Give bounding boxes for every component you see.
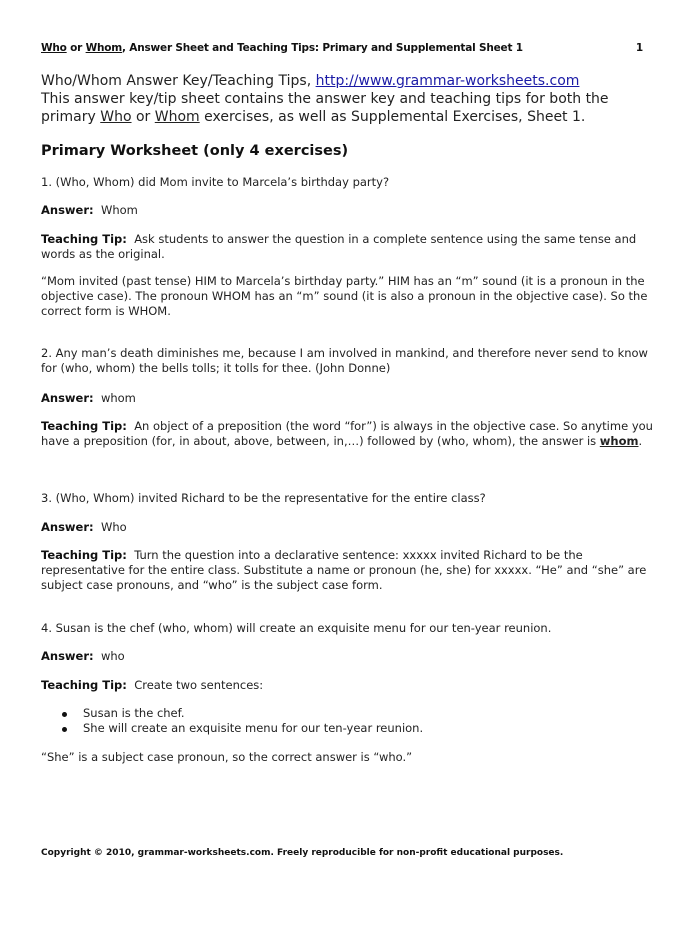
q4-conclusion: “She” is a subject case pronoun, so the correct answer is “who.”: [41, 750, 413, 764]
q3-answer-value: Who: [100, 520, 127, 534]
header-title: [41, 42, 523, 54]
q2-question: 2. Any man’s death diminishes me, because I am involved in mankind, and therefore never send to know for (who, whom) the bells tolls; it tolls for thee. (John Donne): [41, 346, 648, 375]
q3-question: 3. (Who, Whom) invited Richard to be the representative for the entire class?: [41, 491, 486, 505]
intro-who: Who: [100, 109, 132, 125]
q1-answer: [41, 203, 661, 218]
q4-bullets: [41, 706, 661, 736]
q3-tip-text: Turn the question into a declarative sentence: xxxxx invited Richard to be the representative for the entire class. Substitute a name or pronoun (he, she) for xxxxx. “He” and “she” are subject case pronouns, and “who” is the subject case form.: [41, 548, 647, 592]
q4-question: 4. Susan is the chef (who, whom) will create an exquisite menu for our ten-year reunion.: [41, 621, 552, 635]
intro-prefix: Who/Whom Answer Key/Teaching Tips,: [41, 73, 316, 89]
q1-tip: [41, 232, 661, 262]
intro-line-3: [41, 108, 641, 126]
bullet-text: Susan is the chef.: [83, 706, 185, 720]
q4-tip: [41, 678, 661, 693]
bullet-icon: [62, 712, 67, 717]
answer-label: Answer:: [41, 203, 94, 217]
running-header: [41, 42, 643, 54]
list-item: [41, 721, 661, 736]
header-who: Who: [41, 42, 67, 54]
worksheets-link[interactable]: http://www.grammar-worksheets.com: [315, 73, 580, 89]
copyright-footer: Copyright © 2010, grammar-worksheets.com. Freely reproducible for non-profit educational purposes.: [41, 848, 564, 858]
q2-tip-answer: whom: [599, 434, 639, 448]
section-title: Primary Worksheet (only 4 exercises): [41, 143, 349, 159]
intro-rest: exercises, as well as Supplemental Exercises, Sheet 1.: [199, 109, 586, 125]
intro-or: or: [131, 109, 155, 125]
header-rest: , Answer Sheet and Teaching Tips: Primary and Supplemental Sheet 1: [122, 42, 523, 54]
header-whom: Whom: [85, 42, 123, 54]
answer-label: Answer:: [41, 391, 94, 405]
q4-answer: [41, 649, 661, 664]
tip-label: Teaching Tip:: [41, 548, 127, 562]
header-or: or: [70, 42, 83, 54]
q3-answer: [41, 520, 661, 535]
q2-answer: [41, 391, 661, 406]
intro-text: primary: [41, 109, 101, 125]
q2-tip: [41, 419, 661, 449]
q2-tip-end: .: [638, 434, 643, 448]
q1-question: 1. (Who, Whom) did Mom invite to Marcela’s birthday party?: [41, 175, 390, 189]
q1-tip-text: Ask students to answer the question in a complete sentence using the same tense and words as the original.: [41, 232, 637, 261]
q2-tip-text: An object of a preposition (the word “for”) is always in the objective case. So anytime you have a preposition (for, in about, above, between, in,…) followed by (who, whom), the answer is: [41, 419, 653, 448]
bullet-list: [41, 706, 661, 736]
q4-answer-value: who: [100, 649, 125, 663]
q3-tip: [41, 548, 661, 593]
answer-label: Answer:: [41, 520, 94, 534]
intro-line-1: [41, 72, 641, 90]
q1-explanation: “Mom invited (past tense) HIM to Marcela’s birthday party.” HIM has an “m” sound (it is a pronoun in the objective case). The pronoun WHOM has an “m” sound (it is also a pronoun in the objective case). So the correct form is WHOM.: [41, 274, 648, 318]
answer-label: Answer:: [41, 649, 94, 663]
tip-label: Teaching Tip:: [41, 419, 127, 433]
page-number: 1: [635, 42, 643, 54]
intro-line-2: This answer key/tip sheet contains the answer key and teaching tips for both the: [41, 91, 609, 107]
tip-label: Teaching Tip:: [41, 678, 127, 692]
intro-whom: Whom: [154, 109, 200, 125]
q4-tip-text: Create two sentences:: [134, 678, 264, 692]
tip-label: Teaching Tip:: [41, 232, 127, 246]
list-item: [41, 706, 661, 721]
q1-answer-value: Whom: [100, 203, 138, 217]
intro: [41, 72, 641, 126]
bullet-text: She will create an exquisite menu for our ten-year reunion.: [83, 721, 424, 735]
q2-answer-value: whom: [100, 391, 136, 405]
bullet-icon: [62, 727, 67, 732]
